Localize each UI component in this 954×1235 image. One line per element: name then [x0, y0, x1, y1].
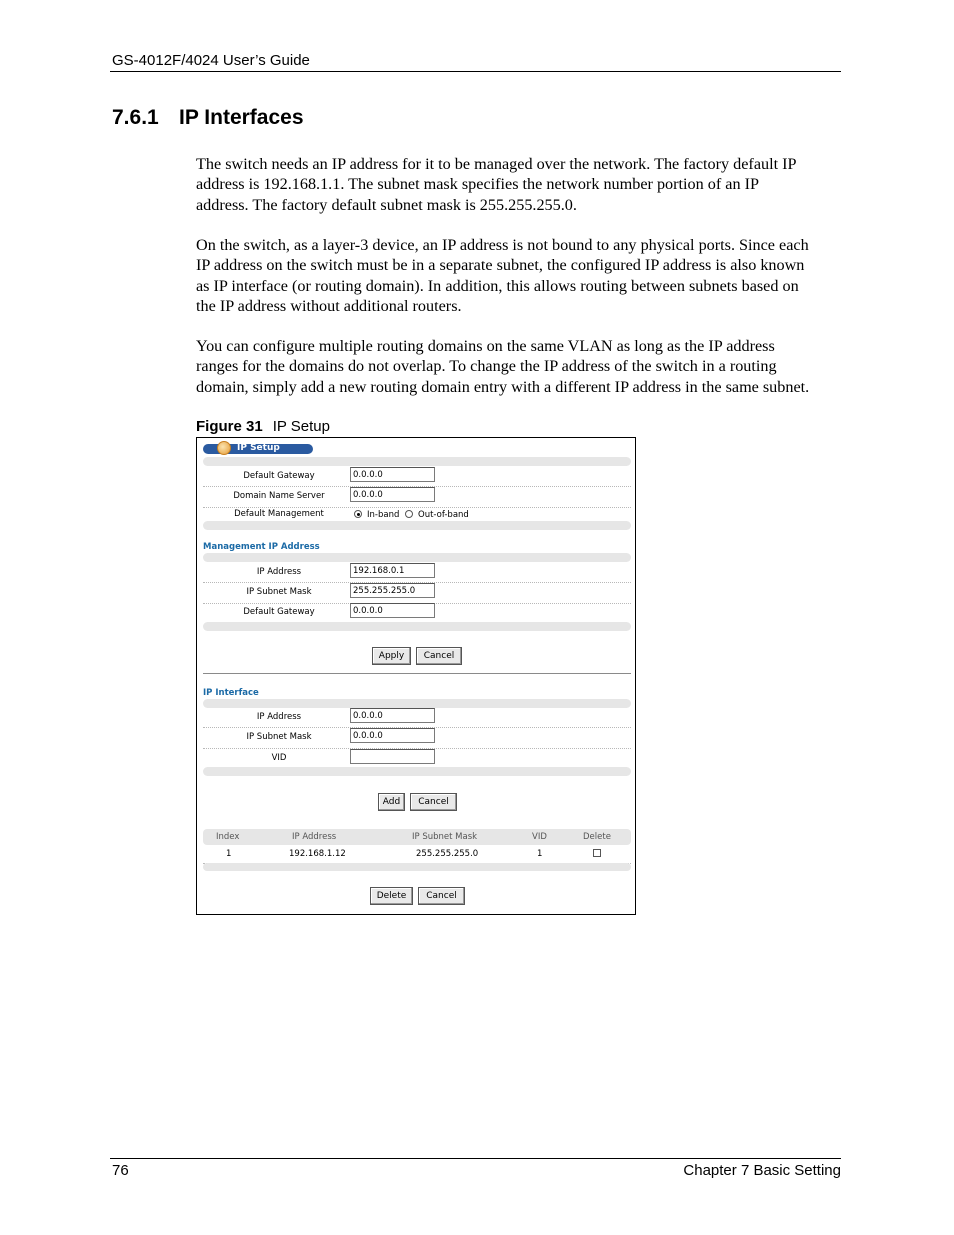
mgmt-gateway-label: Default Gateway — [243, 607, 315, 617]
iface-mask-input[interactable]: 0.0.0.0 — [350, 728, 435, 743]
figure-caption — [196, 418, 330, 435]
band-top — [203, 457, 631, 466]
para-line: You can configure multiple routing domains on the same VLAN as long as the IP address — [196, 337, 775, 355]
ip-setup-screenshot — [196, 437, 636, 915]
col-ip-subnet-mask: IP Subnet Mask — [412, 832, 478, 842]
figure-label: Figure 31 — [196, 418, 263, 435]
paragraph-1 — [196, 154, 846, 215]
footer-rule — [110, 1158, 841, 1159]
row-index: 1 — [226, 849, 232, 859]
delete-button[interactable]: Delete — [370, 887, 413, 905]
para-line: domain, simply add a new routing domain entry with a different IP address in the same subnet. — [196, 377, 810, 396]
apply-button[interactable]: Apply — [372, 647, 411, 665]
para-line: the IP address without additional routers. — [196, 296, 462, 315]
row-mask: 255.255.255.0 — [416, 849, 479, 859]
vid-input[interactable] — [350, 749, 435, 764]
para-line: IP address on the switch must be in a separate subnet, the configured IP address is also known — [196, 256, 805, 275]
section-divider — [203, 673, 631, 674]
screen-title: IP Setup — [237, 443, 280, 453]
inband-radio[interactable] — [354, 510, 362, 518]
band-mgmt-bottom — [203, 622, 631, 631]
table-footer-band — [203, 863, 631, 871]
para-line: The switch needs an IP address for it to be managed over the network. The factory default IP — [196, 155, 797, 173]
dns-label: Domain Name Server — [233, 491, 325, 501]
section-number: 7.6.1 — [112, 106, 159, 129]
mgmt-mask-input[interactable]: 255.255.255.0 — [350, 583, 435, 598]
mgmt-ip-label: IP Address — [256, 567, 302, 577]
default-gateway-input[interactable]: 0.0.0.0 — [350, 467, 435, 482]
inband-label: In-band — [367, 510, 400, 520]
col-delete: Delete — [583, 832, 611, 842]
iface-mask-label: IP Subnet Mask — [246, 732, 312, 742]
para-line: address is 192.168.1.1. The subnet mask specifies the network number portion of an IP — [196, 175, 760, 194]
chapter-footer: Chapter 7 Basic Setting — [683, 1162, 841, 1179]
outofband-label: Out-of-band — [418, 510, 469, 520]
mgmt-cancel-button[interactable]: Cancel — [416, 647, 462, 665]
para-line: On the switch, as a layer-3 device, an IP address is not bound to any physical ports. Since each — [196, 236, 809, 254]
row-delete-checkbox[interactable] — [593, 849, 601, 857]
col-index: Index — [216, 832, 240, 842]
management-ip-heading: Management IP Address — [203, 542, 320, 552]
iface-cancel-button[interactable]: Cancel — [410, 793, 457, 811]
col-ip-address: IP Address — [292, 832, 337, 842]
table-cancel-button[interactable]: Cancel — [418, 887, 465, 905]
dns-input[interactable]: 0.0.0.0 — [350, 487, 435, 502]
running-header: GS-4012F/4024 User’s Guide — [112, 52, 310, 69]
default-management-label: Default Management — [234, 509, 324, 519]
para-line: ranges for the domains do not overlap. To change the IP address of the switch in a routing — [196, 357, 777, 376]
row-ip: 192.168.1.12 — [289, 849, 346, 859]
section-heading — [112, 106, 304, 130]
outofband-radio[interactable] — [405, 510, 413, 518]
page-number: 76 — [112, 1162, 129, 1179]
mgmt-gateway-input[interactable]: 0.0.0.0 — [350, 603, 435, 618]
orange-ball-icon — [217, 441, 231, 455]
iface-ip-label: IP Address — [256, 712, 302, 722]
band-general-bottom — [203, 521, 631, 530]
mgmt-ip-input[interactable]: 192.168.0.1 — [350, 563, 435, 578]
figure-title: IP Setup — [272, 418, 330, 435]
row-vid: 1 — [537, 849, 543, 859]
default-gateway-label: Default Gateway — [243, 471, 315, 481]
paragraph-2 — [196, 235, 846, 316]
ip-interface-heading: IP Interface — [203, 688, 259, 698]
col-vid: VID — [532, 832, 547, 842]
iface-ip-input[interactable]: 0.0.0.0 — [350, 708, 435, 723]
band-mgmt-top — [203, 553, 631, 562]
paragraph-3 — [196, 336, 846, 397]
vid-label: VID — [271, 753, 287, 763]
band-iface-bottom — [203, 767, 631, 776]
mgmt-mask-label: IP Subnet Mask — [246, 587, 312, 597]
add-button[interactable]: Add — [378, 793, 405, 811]
para-line: as IP interface (or routing domain). In addition, this allows routing between subnets based on — [196, 276, 799, 295]
para-line: address. The factory default subnet mask is 255.255.255.0. — [196, 195, 577, 214]
section-title: IP Interfaces — [179, 106, 304, 129]
header-rule — [110, 71, 841, 72]
